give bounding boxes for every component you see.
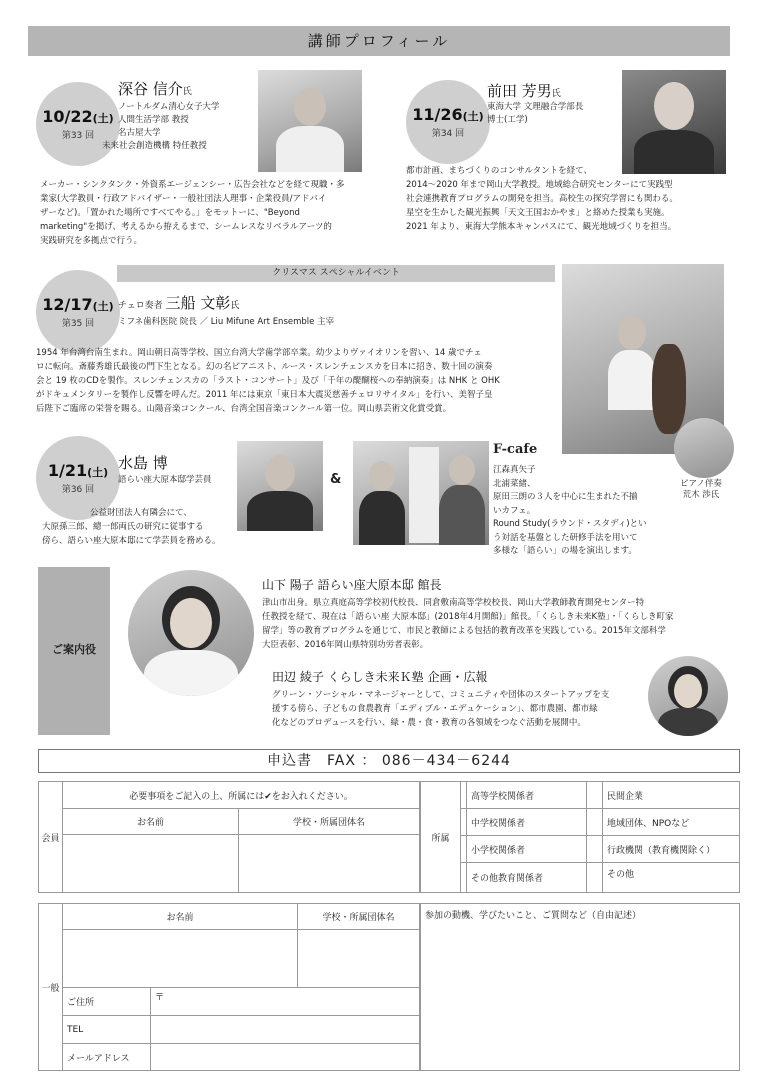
fcafe-photo [353,441,489,545]
general-name-field[interactable] [63,930,298,988]
option-government: 行政機関（教育機関除く） [603,836,740,863]
speaker-name-4: 水島 博 [118,454,168,472]
email-label: メールアドレス [63,1044,151,1071]
general-label: 一般 [39,904,63,1071]
checkbox-private-company[interactable] [587,782,603,809]
option-other-education: その他教育関係者 [467,863,587,893]
member-school-field[interactable] [239,835,420,893]
general-school-header: 学校・所属団体名 [298,904,420,930]
ampersand: & [330,472,342,487]
checkbox-other[interactable] [587,863,603,893]
general-name-header: お名前 [63,904,298,930]
guide-label-band: ご案内役 [38,567,110,735]
address-field[interactable] [151,988,420,1016]
speaker-name-2: 前田 芳男氏 [487,82,561,100]
tel-field[interactable] [151,1016,420,1044]
postal-mark: 〒 [155,993,165,1003]
option-private-company: 民間企業 [603,782,740,809]
guide-heading-2: 田辺 綾子 くらしき未来Ｋ塾 企画・広報 [272,670,488,684]
member-label: 会員 [39,782,63,893]
christmas-banner: クリスマス スペシャルイベント [117,265,555,282]
option-npo: 地域団体、NPOなど [603,809,740,836]
option-other: その他 [603,863,740,893]
affiliation-label: 所属 [421,782,461,893]
fax-header: 申込書 FAX ： 086－434－6244 [38,749,740,773]
motivation-field[interactable] [420,903,740,1071]
section-header [28,26,730,56]
affiliation-table [420,781,740,893]
guide-photo-1 [128,570,254,696]
pianist-caption: ピアノ伴奏 荒木 渉氏 [680,479,722,500]
general-table [38,903,420,1071]
guide-bio-2: グリーン・ソーシャル・マネージャーとして、コミュニティや団体のスタートアップを支 援する傍ら、子どもの食農教育「エディブル・エデュケーション」、都市農園、都市緑 化などのプロデュースを行い、緑・農・食・教育の各領域をつなぐ活動を展開中。 [272,690,610,728]
member-table [38,781,420,893]
instruction-text: 必要事項をご記入の上、所属には✔をお入れください。 [63,782,420,809]
fcafe-description: 江森真矢子 北浦菜緒、 原田三朗の３人を中心に生まれた不揃 いカフェ。 Round Study(ラウンド・スタディ)とい う対話を基盤とした研修手法を用いて 多様な「語らい」の場を演出します。 [493,465,647,556]
speaker-bio-2: 都市計画、まちづくりのコンサルタントを経て、 2014～2020 年まで岡山大学教授。地域総合研究センターにて実践型 社会連携教育プログラムの開発を担当。高校生の探究学習にも関わる。 星空を生かした観光振興「天文王国おかやま」と絡めた授業も実施。 2021 年より、東海大学熊本キャンパスにて、観光地域づくりを担当。 [406,166,678,232]
speaker-photo-2 [622,70,726,174]
fcafe-title: F-cafe [493,442,538,457]
email-field[interactable] [151,1044,420,1071]
member-name-field[interactable] [63,835,239,893]
general-school-field[interactable] [298,930,420,988]
speaker-bio-1: メーカー・シンクタンク・外資系エージェンシー・広告会社などを経て現職・多 業家(大学教員・行政アドバイザー・一般社団法人理事・企業役員/アドバイ ザーなど)。「置かれた場所ですべてやる。」をモットーに、"Beyond marketing"を掲げ、考えるから拵えるまで、シームレスなリベラルアーツ的 実践研究を多拠点で行う。 [40,180,345,246]
speaker-name-3: チェロ奏者 三船 文彰氏 [118,294,240,312]
address-label: ご住所 [63,988,151,1016]
option-elementary: 小学校関係者 [467,836,587,863]
speaker-affiliation-1: ノートルダム清心女子大学 人間生活学部 教授 名古屋大学 未来社会創造機構 特任教授 [102,102,220,151]
page-title: 講師プロフィール [307,32,451,50]
tel-label: TEL [63,1016,151,1044]
date-badge-3: 12/17(土) 第35 回 [36,270,120,354]
member-name-header: お名前 [63,809,239,835]
guide-heading-1: 山下 陽子 語らい座大原本邸 館長 [262,578,442,592]
speaker-name-1: 深谷 信介氏 [118,80,192,98]
motivation-label: 参加の動機、学びたいこと、ご質問など（自由記述） [425,911,642,921]
guide-photo-2 [648,656,728,736]
option-high-school: 高等学校関係者 [467,782,587,809]
checkbox-npo[interactable] [587,809,603,836]
pianist-photo [674,418,734,478]
date-badge-1: 10/22(土) 第33 回 [36,82,120,166]
speaker-affiliation-2: 東海大学 文理融合学部長 博士(工学) [487,102,584,125]
option-junior-high: 中学校関係者 [467,809,587,836]
speaker-affiliation-3: ミフネ歯科医院 院長 ／ Liu Mifune Art Ensemble 主宰 [118,317,335,327]
speaker-bio-4: 公益財団法人有隣会にて、 大原孫三郎、總一郎両氏の研究に従事する 傍ら、語らい座大原本邸にて学芸員を務める。 [42,508,221,546]
speaker-photo-4 [237,441,323,531]
speaker-bio-3: 1954 年台湾台南生まれ。岡山朝日高等学校、国立台湾大学歯学部卒業。幼少よりヴァイオリンを習い、14 歳でチェ ロに転向。斎藤秀雄氏最後の門下生となる。幻の名ピアニスト、ルース・スレンチェンスカを日本に招き、数十回の演奏 会と 19 枚のCDを製作。スレンチェンスカの「ラスト・コンサート」及び「千年の醍醐桜への奉納演奏」は NHK と OHK がドキュメンタリーを製作し反響を呼んだ。2011 年には東京「東日本大震災慈善チェロリサイタル」を行い、美智子皇 后陛下ご臨席の栄誉を賜る。山陽音楽コンクール、台湾全国音楽コンクール第一位。岡山県芸術文化賞受賞。 [36,348,500,414]
checkbox-government[interactable] [587,836,603,863]
speaker-affiliation-4: 語らい座大原本邸学芸員 [118,475,212,485]
date-badge-2: 11/26(土) 第34 回 [406,80,490,164]
member-school-header: 学校・所属団体名 [239,809,420,835]
speaker-photo-1 [258,70,362,172]
guide-bio-1: 津山市出身。県立真庭高等学校初代校長、同倉敷南高等学校校長、岡山大学教師教育開発センター特 任教授を経て、現在は「語らい座 大原本邸」(2018年4月開館)」館長。「くらしき未来K塾」・「くらしき町家 留学」等の教育プログラムを通じて、市民と教師による包括的教育改革を実践している。2015年文部科学 大臣表彰、2016年岡山県特別功労者表彰。 [262,598,674,650]
date-badge-4: 1/21(土) 第36 回 [36,436,120,520]
